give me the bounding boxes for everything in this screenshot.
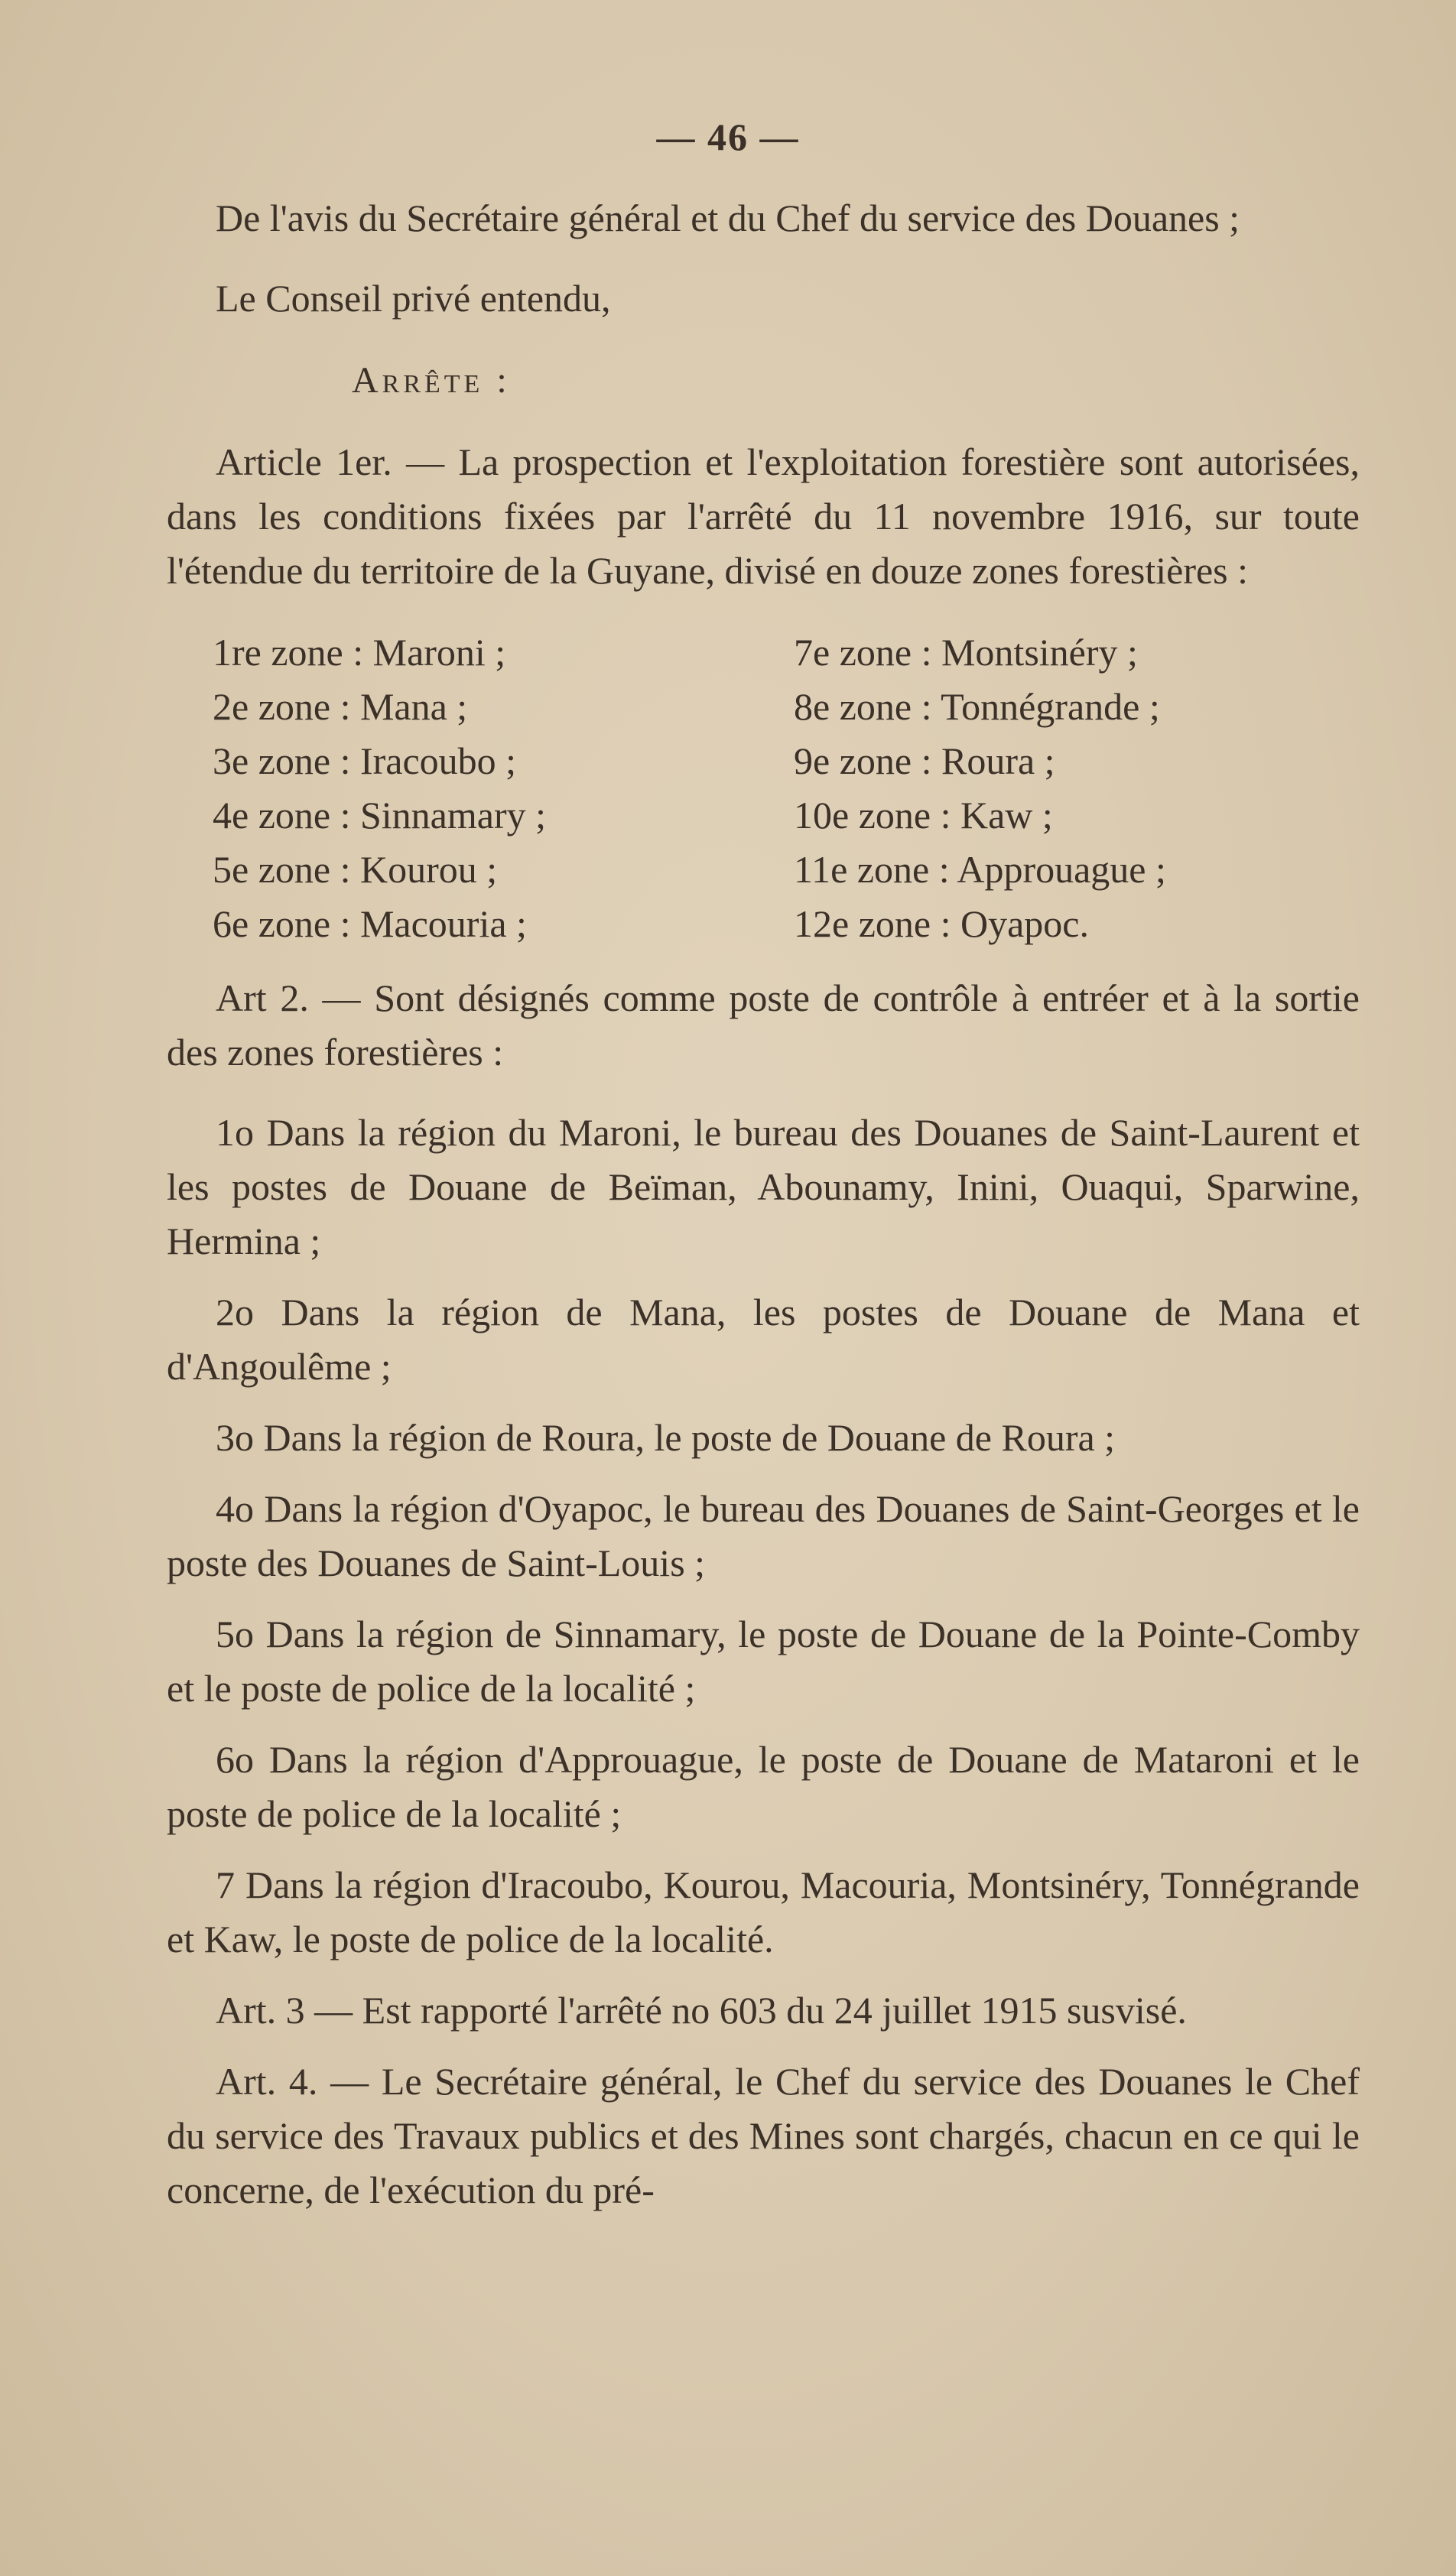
region-item-2: 2o Dans la région de Mana, les postes de Douane de Mana et d'Angoulême ; [167, 1291, 1360, 1388]
forest-zones-list [167, 625, 1360, 951]
zone-item: 11e zone : Approuague ; [794, 848, 1166, 891]
zones-column-right [794, 625, 1360, 951]
page-number: — 46 — [656, 115, 800, 158]
preamble-conseil: Le Conseil privé entendu, [216, 277, 611, 320]
zone-item: 10e zone : Kaw ; [794, 794, 1053, 836]
zone-item: 1re zone : Maroni ; [213, 631, 506, 674]
zone-item: 5e zone : Kourou ; [213, 848, 498, 891]
article-1: Article 1er. — La prospection et l'exploitation forestière sont autorisées, dans les conditions fixées par l'arrêté du 11 novembre 1916, sur toute l'étendue du territoire de la Guyane, divisé en douze zones forestières : [167, 440, 1360, 592]
decree-text [167, 191, 1360, 2217]
article-3: Art. 3 — Est rapporté l'arrêté no 603 du 24 juillet 1915 susvisé. [216, 1989, 1187, 2032]
zone-item: 4e zone : Sinnamary ; [213, 794, 546, 836]
region-item-1: 1o Dans la région du Maroni, le bureau des Douanes de Saint-Laurent et les postes de Douane de Beïman, Abounamy, Inini, Ouaqui, Sparwine, Hermina ; [167, 1111, 1360, 1262]
region-item-6: 6o Dans la région d'Approuague, le poste de Douane de Mataroni et le poste de police de la localité ; [167, 1738, 1360, 1835]
preamble-avis: De l'avis du Secrétaire général et du Chef du service des Douanes ; [216, 197, 1240, 239]
region-item-3: 3o Dans la région de Roura, le poste de Douane de Roura ; [216, 1416, 1116, 1459]
zone-item: 2e zone : Mana ; [213, 685, 468, 728]
article-4: Art. 4. — Le Secrétaire général, le Chef du service des Douanes le Chef du service des Travaux publics et des Mines sont chargés, chacun en ce qui le concerne, de l'exécution du pré- [167, 2060, 1360, 2211]
zone-item: 8e zone : Tonnégrande ; [794, 685, 1160, 728]
arrete-heading: Arrête : [352, 360, 511, 401]
zones-column-left [213, 625, 794, 951]
zone-item: 12e zone : Oyapoc. [794, 902, 1089, 945]
article-2: Art 2. — Sont désignés comme poste de contrôle à entréer et à la sortie des zones forestières : [167, 976, 1360, 1074]
zone-item: 6e zone : Macouria ; [213, 902, 527, 945]
zone-item: 3e zone : Iracoubo ; [213, 739, 517, 782]
region-item-5: 5o Dans la région de Sinnamary, le poste de Douane de la Pointe-Comby et le poste de police de la localité ; [167, 1613, 1360, 1710]
zone-item: 7e zone : Montsinéry ; [794, 631, 1138, 674]
region-item-4: 4o Dans la région d'Oyapoc, le bureau des Douanes de Saint-Georges et le poste des Douanes de Saint-Louis ; [167, 1487, 1360, 1584]
region-item-7: 7 Dans la région d'Iracoubo, Kourou, Macouria, Montsinéry, Tonnégrande et Kaw, le poste de police de la localité. [167, 1863, 1360, 1960]
zone-item: 9e zone : Roura ; [794, 739, 1055, 782]
